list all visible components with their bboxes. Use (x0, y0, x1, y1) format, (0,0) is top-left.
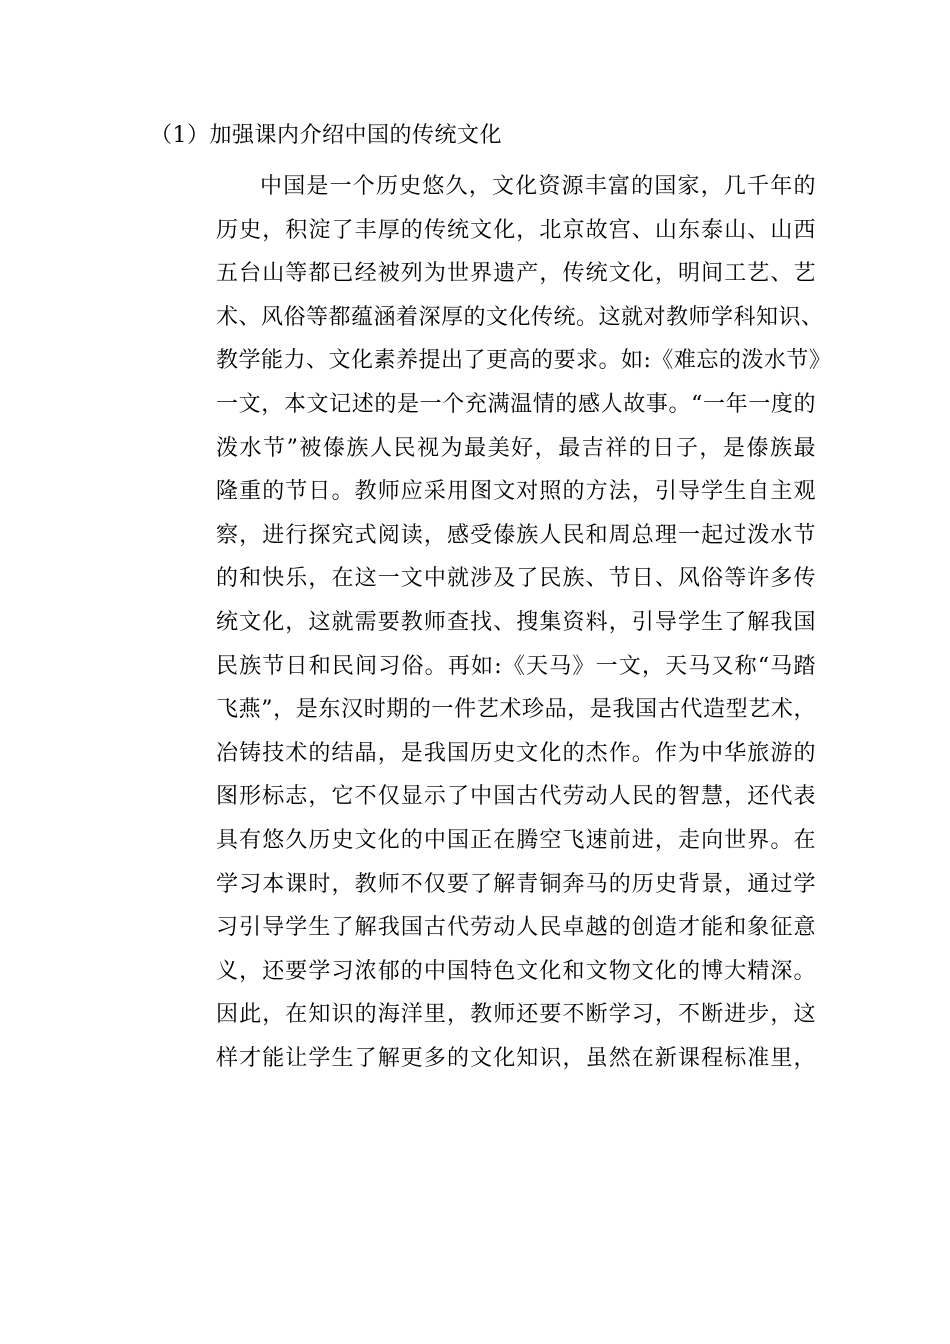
paragraph-line: 习引导学生了解我国古代劳动人民卓越的创造才能和象征意 (216, 915, 816, 941)
paragraph-line: 术、风俗等都蕴涵着深厚的文化传统。这就对教师学科知识、 (216, 304, 824, 330)
paragraph-line: 五台山等都已经被列为世界遗产，传统文化，明间工艺、艺 (216, 261, 816, 287)
paragraph-line: 泼水节”被傣族人民视为最美好，最吉祥的日子，是傣族最 (216, 435, 816, 461)
paragraph-line: 因此，在知识的海洋里，教师还要不断学习，不断进步，这 (216, 1002, 816, 1028)
paragraph-line: 隆重的节日。教师应采用图文对照的方法，引导学生自主观 (216, 479, 816, 505)
paragraph-line: 民族节日和民间习俗。再如:《天马》一文，天马又称“马踏 (216, 653, 816, 679)
paragraph-line: 冶铸技术的结晶，是我国历史文化的杰作。作为中华旅游的 (216, 740, 816, 766)
paragraph-line: 历史，积淀了丰厚的传统文化，北京故宫、山东泰山、山西 (216, 217, 816, 243)
paragraph-line: 一文，本文记述的是一个充满温情的感人故事。“一年一度的 (216, 391, 816, 417)
paragraph-line: 图形标志，它不仅显示了中国古代劳动人民的智慧，还代表 (216, 784, 816, 810)
paragraph-line: 统文化，这就需要教师查找、搜集资料，引导学生了解我国 (216, 609, 816, 635)
section-heading: （1）加强课内介绍中国的传统文化 (150, 123, 502, 148)
paragraph-line: 样才能让学生了解更多的文化知识，虽然在新课程标准里， (216, 1045, 816, 1071)
paragraph-line: 义，还要学习浓郁的中国特色文化和文物文化的博大精深。 (216, 958, 816, 984)
paragraph-line: 学习本课时，教师不仅要了解青铜奔马的历史背景，通过学 (216, 871, 816, 897)
paragraph-line: 的和快乐，在这一文中就涉及了民族、节日、风俗等许多传 (216, 566, 816, 592)
paragraph-line: 飞燕”，是东汉时期的一件艺术珍品，是我国古代造型艺术， (216, 697, 816, 723)
paragraph-line: 中国是一个历史悠久，文化资源丰富的国家，几千年的 (260, 174, 816, 199)
paragraph-line: 具有悠久历史文化的中国正在腾空飞速前进，走向世界。在 (216, 827, 816, 853)
body-paragraph (216, 165, 832, 1080)
paragraph-line: 察，进行探究式阅读，感受傣族人民和周总理一起过泼水节 (216, 522, 816, 548)
paragraph-line: 教学能力、文化素养提出了更高的要求。如:《难忘的泼水节》 (216, 348, 832, 374)
